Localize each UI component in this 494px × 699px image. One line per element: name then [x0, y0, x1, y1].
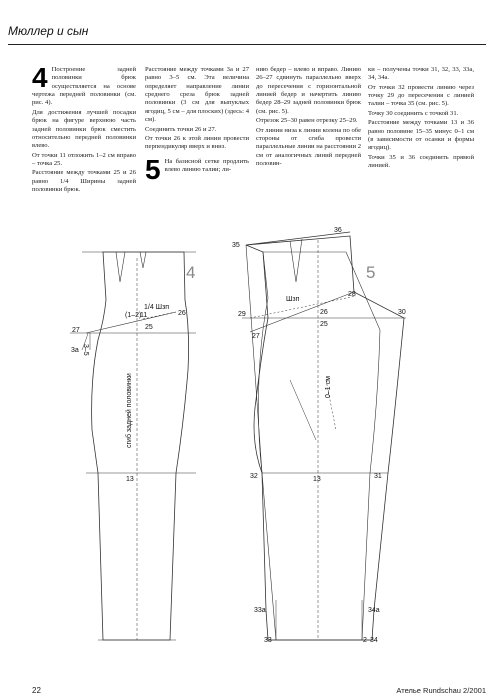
fig5-label-32: 32	[250, 473, 258, 480]
step-number-4: 4	[32, 62, 48, 93]
paragraph: Точки 35 и 36 соединить прямой линией.	[368, 153, 474, 169]
fig4-label-26: 26	[178, 310, 186, 317]
fig5-label-34a: 34а	[368, 607, 380, 614]
paragraph: От точки 11 отложить 1–2 см вправо – точка 25.	[32, 151, 136, 167]
step-number-5: 5	[145, 153, 161, 185]
fig5-label-36: 36	[334, 227, 342, 234]
fig5-label-29: 29	[238, 311, 246, 318]
paragraph: На базисной сетке продлить влево линию талии; ли-	[164, 157, 249, 173]
fig4-front-outline	[92, 252, 189, 640]
paragraph: От точки 32 провести линию через точку 29 до пересечения с линией талии – точка 35 (см. рис. 5).	[368, 83, 474, 108]
fig4-dart-2	[140, 252, 146, 268]
publication-name: Ателье Rundschau 2/2001	[396, 686, 486, 695]
paragraph: Построение задней половинки брюк осуществляется на основе чертежа передней половинки (см. рис. 4).	[32, 66, 136, 107]
fig4-label-13: 13	[126, 476, 134, 483]
fig4-quarter-width	[143, 312, 176, 319]
fig4-label-3-5: 3–5	[82, 344, 89, 356]
paragraph: Точку 30 соединить с точкой 31.	[368, 109, 459, 117]
fig5-label-33a: 33а	[254, 607, 266, 614]
paragraph: Расстояние между точками 25 и 26 равно 1/4 Ширины задней половинки брюк.	[32, 169, 136, 194]
paragraph: Отрезок 25–30 равен отрезку 25–29.	[256, 117, 358, 125]
fig4-label-1-2: (1–2)	[125, 312, 142, 319]
paragraph: ки – получены точки 31, 32, 33, 33а, 34, 34а.	[368, 66, 474, 82]
fig5-label-26: 26	[320, 309, 328, 316]
fig5-label-2: 2	[363, 637, 367, 644]
fig5-line-28-29	[250, 296, 356, 318]
fig5-label-0-1: 0–1 см	[325, 376, 332, 398]
header-title: Мюллер и сын	[8, 24, 89, 38]
page-number: 22	[32, 686, 41, 695]
fig5-back-outline	[246, 236, 404, 640]
figure-5-drawing	[242, 232, 406, 640]
paragraph: Расстояние между точками 3а и 27 равно 3–5 см. Эта величина определяет направление линии среднего среза брюк задней половинки (3 см для выпуклых ягодиц, 5 см – для плоских) (здесь: 4 см).	[145, 66, 249, 124]
paragraph: Для достижения лучшей посадки брюк на фигуре верхнюю часть задней половинки брюк сместить относительно передней половинки влево.	[32, 108, 136, 150]
fig4-dart	[116, 252, 125, 282]
fig5-dart	[290, 239, 302, 282]
fig5-label-31: 31	[374, 473, 382, 480]
fig5-label-35: 35	[232, 242, 240, 249]
paragraph: От линии низа к линии колена по обе стороны от сгиба провести параллельные линии на расстоянии 2 см от аналогичных линий передней половин-	[256, 126, 361, 167]
fig5-label-shz: Шзп	[286, 296, 300, 303]
fig4-label-25: 25	[145, 324, 153, 331]
figure-number-4: 4	[186, 263, 196, 282]
fig5-label-25: 25	[320, 321, 328, 328]
paragraph: От точки 26 к этой линии провести перпендикуляр вверх и вниз.	[145, 134, 249, 151]
paragraph: Соединить точки 26 и 27.	[145, 125, 217, 133]
fig4-label-3a: 3а	[71, 347, 79, 354]
fig5-label-28: 28	[348, 291, 356, 298]
figure-number-5: 5	[366, 263, 376, 282]
fig5-line-32-35	[246, 245, 262, 473]
fig4-label-11: 11	[140, 312, 148, 319]
fig4-label-fold: сгиб задней половинки	[126, 373, 133, 448]
fig5-label-33: 33	[264, 637, 272, 644]
fig5-diagonal	[290, 380, 316, 440]
fig4-label-27: 27	[72, 327, 80, 334]
fig5-label-30: 30	[398, 309, 406, 316]
fig4-label-quarter: 1/4 Шзп	[144, 304, 170, 311]
paragraph: нию бедер – влево и вправо. Линию 26–27 сдвинуть параллельно вверх до пересечения с горизонтальной линией бедер и начертить линию бедер 28–29 задней половинки брюк (см. рис. 5).	[256, 66, 361, 115]
fig5-label-34: 34	[370, 637, 378, 644]
fig5-label-27: 27	[252, 333, 260, 340]
fig5-label-13: 13	[313, 476, 321, 483]
paragraph: Расстояние между точками 13 и 36 равно половине 15–35 минус 0–1 см (в зависимости от осанки и формы ягодиц).	[368, 119, 474, 152]
